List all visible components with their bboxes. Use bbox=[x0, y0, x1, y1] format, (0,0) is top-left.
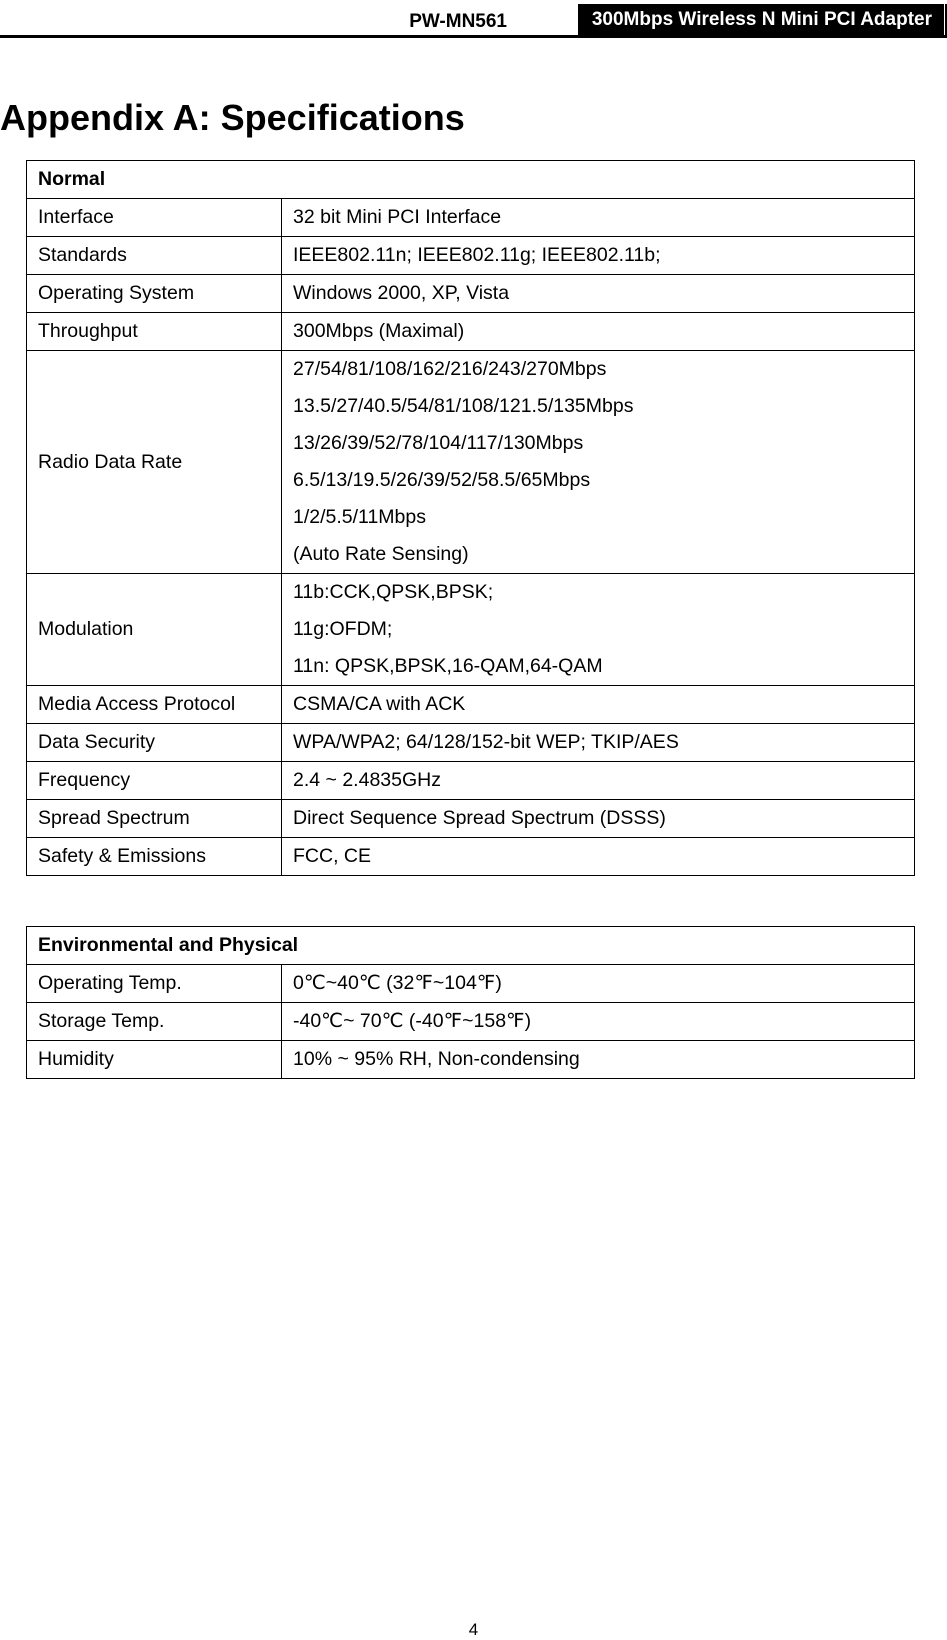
spec-label: Standards bbox=[27, 237, 282, 275]
table-row bbox=[27, 965, 915, 1003]
spec-label: Spread Spectrum bbox=[27, 800, 282, 838]
table-row bbox=[27, 762, 915, 800]
table-row bbox=[27, 275, 915, 313]
table-row bbox=[27, 1003, 915, 1041]
spec-value-multiline bbox=[282, 574, 915, 686]
spec-value-line: 13.5/27/40.5/54/81/108/121.5/135Mbps bbox=[293, 395, 634, 417]
spec-value-line: 11g:OFDM; bbox=[293, 618, 393, 640]
spec-value-line: 11n: QPSK,BPSK,16-QAM,64-QAM bbox=[293, 655, 603, 677]
spec-label: Frequency bbox=[27, 762, 282, 800]
spec-value: CSMA/CA with ACK bbox=[282, 686, 915, 724]
spec-value: 10% ~ 95% RH, Non-condensing bbox=[282, 1041, 915, 1079]
table-section-header bbox=[27, 927, 915, 965]
spec-label: Operating System bbox=[27, 275, 282, 313]
table-row bbox=[27, 800, 915, 838]
spec-label: Interface bbox=[27, 199, 282, 237]
spec-value: WPA/WPA2; 64/128/152-bit WEP; TKIP/AES bbox=[282, 724, 915, 762]
spec-value: FCC, CE bbox=[282, 838, 915, 876]
table-row bbox=[27, 1041, 915, 1079]
table-row bbox=[27, 313, 915, 351]
header-model: PW-MN561 bbox=[409, 11, 507, 32]
section-heading-environmental: Environmental and Physical bbox=[27, 927, 915, 965]
spec-value: 300Mbps (Maximal) bbox=[282, 313, 915, 351]
spec-label: Radio Data Rate bbox=[27, 351, 282, 574]
spec-value-line: 13/26/39/52/78/104/117/130Mbps bbox=[293, 432, 584, 454]
spec-label: Media Access Protocol bbox=[27, 686, 282, 724]
spec-label: Data Security bbox=[27, 724, 282, 762]
table-row bbox=[27, 724, 915, 762]
section-heading-normal: Normal bbox=[27, 161, 915, 199]
table-row bbox=[27, 351, 915, 574]
table-row bbox=[27, 199, 915, 237]
spec-value: Direct Sequence Spread Spectrum (DSSS) bbox=[282, 800, 915, 838]
spec-value-line: 27/54/81/108/162/216/243/270Mbps bbox=[293, 358, 607, 380]
spec-value-line: (Auto Rate Sensing) bbox=[293, 543, 469, 565]
spec-value: 32 bit Mini PCI Interface bbox=[282, 199, 915, 237]
spec-value: -40℃~ 70℃ (-40℉~158℉) bbox=[282, 1003, 915, 1041]
table-section-header bbox=[27, 161, 915, 199]
spec-value-line: 1/2/5.5/11Mbps bbox=[293, 506, 426, 528]
table-row bbox=[27, 686, 915, 724]
spec-value-line: 11b:CCK,QPSK,BPSK; bbox=[293, 581, 494, 603]
spec-value: 0℃~40℃ (32℉~104℉) bbox=[282, 965, 915, 1003]
page-header bbox=[0, 0, 947, 38]
spec-value-line: 6.5/13/19.5/26/39/52/58.5/65Mbps bbox=[293, 469, 591, 491]
spec-label: Storage Temp. bbox=[27, 1003, 282, 1041]
spec-value-multiline bbox=[282, 351, 915, 574]
table-row bbox=[27, 838, 915, 876]
spec-label: Throughput bbox=[27, 313, 282, 351]
spec-label: Modulation bbox=[27, 574, 282, 686]
table-row bbox=[27, 237, 915, 275]
spec-value: Windows 2000, XP, Vista bbox=[282, 275, 915, 313]
spec-value: IEEE802.11n; IEEE802.11g; IEEE802.11b; bbox=[282, 237, 915, 275]
normal-spec-table bbox=[26, 160, 915, 876]
spec-label: Safety & Emissions bbox=[27, 838, 282, 876]
environmental-spec-table bbox=[26, 926, 915, 1079]
page-title: Appendix A: Specifications bbox=[0, 97, 465, 138]
table-row bbox=[27, 574, 915, 686]
header-product-title: 300Mbps Wireless N Mini PCI Adapter bbox=[578, 4, 944, 35]
spec-label: Operating Temp. bbox=[27, 965, 282, 1003]
spec-label: Humidity bbox=[27, 1041, 282, 1079]
spec-value: 2.4 ~ 2.4835GHz bbox=[282, 762, 915, 800]
page-number: 4 bbox=[468, 1620, 479, 1639]
